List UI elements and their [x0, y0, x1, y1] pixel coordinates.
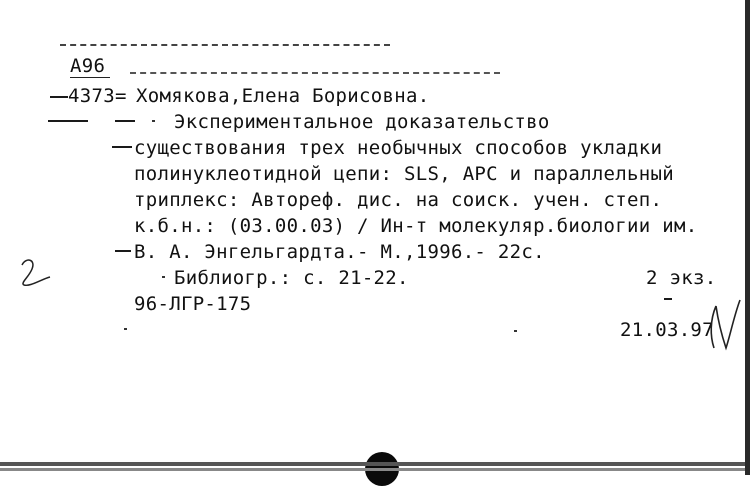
card-bottom-edge [0, 462, 750, 466]
continuation-dash [112, 146, 132, 148]
title-line-1: Экспериментальное доказательство [174, 111, 550, 133]
author-name: Хомякова,Елена Борисовна. [136, 85, 430, 107]
call-number-guide-marks [130, 72, 500, 74]
title-line-4: триплекс: Автореф. дис. на соиск. учен. степ. [134, 189, 663, 211]
call-number: А96 [70, 55, 106, 77]
title-line-5: к.б.н.: (03.00.03) / Ин-т молекуляр.биологии им. [134, 215, 698, 237]
stray-speck [514, 330, 517, 332]
card-right-edge [745, 0, 750, 475]
stray-speck-2 [124, 328, 127, 330]
title-dash-2 [115, 120, 135, 122]
bibliography-speck [162, 276, 165, 278]
handwritten-signature [696, 296, 746, 356]
record-code: 96-ЛГР-175 [134, 293, 252, 315]
continuation-dash-2 [115, 250, 131, 252]
copies-count: 2 экз. [646, 267, 717, 289]
entry-number: 4373= [68, 85, 127, 107]
title-line-6: В. А. Энгельгардта.- М.,1996.- 22с. [134, 241, 545, 263]
card-bottom-shadow [0, 468, 750, 471]
date: 21.03.97 [620, 319, 714, 341]
record-code-mark [664, 298, 672, 300]
title-speck [152, 120, 155, 122]
title-line-2: существования трех необычных способов укладки [134, 137, 663, 159]
title-line-3: полинуклеотидной цепи: SLS, APC и параллельный [134, 163, 674, 185]
bibliography: Библиогр.: с. 21-22. [174, 267, 409, 289]
entry-dash [50, 96, 68, 98]
top-guide-marks [60, 44, 390, 46]
handwritten-mark [14, 255, 54, 291]
call-number-underline [70, 77, 110, 78]
title-dash [48, 120, 88, 122]
